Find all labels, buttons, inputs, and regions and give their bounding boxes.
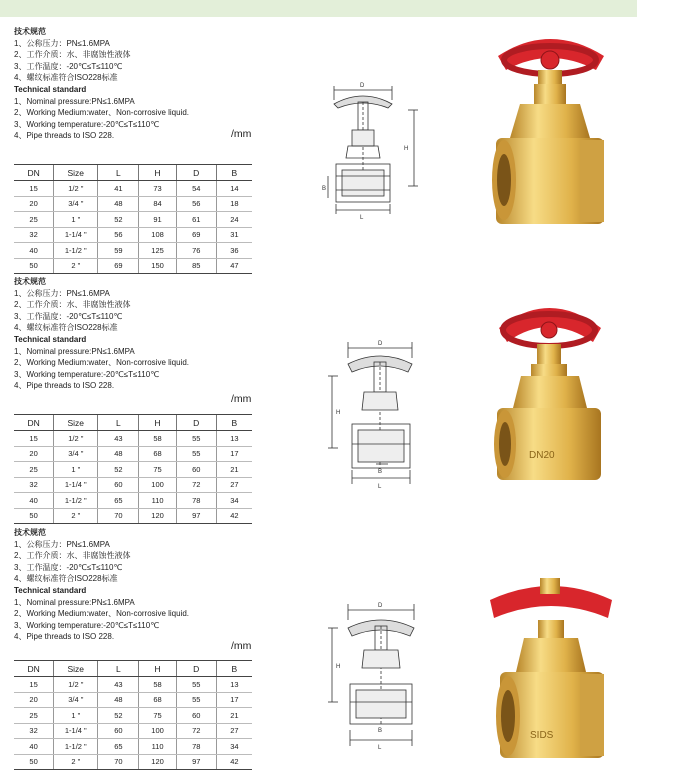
- spec-cn-line: 4、螺纹标准符合ISO228标准: [14, 323, 118, 333]
- header-b: B: [216, 661, 252, 677]
- cell: 24: [216, 212, 252, 228]
- cell: 1-1/2 ": [54, 243, 98, 259]
- cell: 108: [139, 227, 176, 243]
- table-header-row: [14, 165, 252, 181]
- cell: 15: [14, 181, 54, 197]
- table-header-row: [14, 661, 252, 677]
- cell: 68: [139, 446, 176, 462]
- table-row: [14, 212, 252, 228]
- dimension-table-2: [14, 414, 252, 524]
- cell: 2 ": [54, 508, 98, 524]
- header-l: L: [98, 661, 139, 677]
- cell: 55: [176, 692, 216, 708]
- cell: 40: [14, 493, 54, 509]
- spec-cn-line: 3、工作温度：-20℃≤T≤110℃: [14, 311, 123, 321]
- cell: 47: [216, 258, 252, 274]
- cell: 1 ": [54, 212, 98, 228]
- table-row: [14, 723, 252, 739]
- dim-label-d: D: [378, 603, 383, 609]
- cell: 78: [176, 493, 216, 509]
- header-d: D: [176, 165, 216, 181]
- cell: 75: [139, 708, 176, 724]
- table-row: [14, 754, 252, 770]
- cell: 75: [139, 462, 176, 478]
- header-d: D: [176, 661, 216, 677]
- spec-en-title: Technical standard: [14, 585, 87, 595]
- cell: 36: [216, 243, 252, 259]
- gate-valve-technical-drawing-1: [318, 78, 438, 220]
- dim-label-b: B: [378, 728, 383, 734]
- cell: 55: [176, 677, 216, 693]
- spec-en-line: 1、Nominal pressure:PN≤1.6MPA: [14, 96, 135, 106]
- cell: 27: [216, 723, 252, 739]
- gate-valve-technical-drawing-2: [322, 336, 432, 490]
- cell: 1-1/4 ": [54, 227, 98, 243]
- dim-label-b: B: [378, 469, 383, 475]
- cell: 32: [14, 477, 54, 493]
- header-size: Size: [54, 165, 98, 181]
- cell: 72: [176, 477, 216, 493]
- cell: 48: [98, 692, 139, 708]
- cell: 91: [139, 212, 176, 228]
- spec-cn-line: 4、螺纹标准符合ISO228标准: [14, 574, 118, 584]
- spec-en-line: 4、Pipe threads to ISO 228.: [14, 131, 115, 141]
- spec-en-title: Technical standard: [14, 334, 87, 344]
- cell: 58: [139, 431, 176, 447]
- spec-en-line: 3、Working temperature:-20℃≤T≤110℃: [14, 369, 160, 379]
- photo-mark-dn20: DN20: [529, 450, 555, 461]
- cell: 55: [176, 431, 216, 447]
- dimension-table-1: [14, 164, 252, 274]
- cell: 50: [14, 508, 54, 524]
- spec-cn-line: 3、工作温度：-20℃≤T≤110℃: [14, 61, 123, 71]
- cell: 32: [14, 227, 54, 243]
- spec-en-line: 2、Working Medium:water、Non-corrosive liquid.: [14, 609, 190, 619]
- cell: 20: [14, 692, 54, 708]
- header-dn: DN: [14, 165, 54, 181]
- spec-cn-line: 1、公称压力：PN≤1.6MPA: [14, 539, 110, 549]
- header-l: L: [98, 415, 139, 431]
- cell: 15: [14, 677, 54, 693]
- cell: 68: [139, 692, 176, 708]
- cell: 69: [98, 258, 139, 274]
- table-row: [14, 739, 252, 755]
- dim-label-h: H: [336, 664, 341, 670]
- cell: 120: [139, 508, 176, 524]
- table-row: [14, 431, 252, 447]
- cell: 70: [98, 754, 139, 770]
- cell: 1-1/2 ": [54, 739, 98, 755]
- cell: 52: [98, 708, 139, 724]
- table-row: [14, 677, 252, 693]
- spec-block-3: [14, 527, 259, 643]
- table-row: [14, 508, 252, 524]
- header-d: D: [176, 415, 216, 431]
- cell: 150: [139, 258, 176, 274]
- cell: 97: [176, 754, 216, 770]
- cell: 110: [139, 739, 176, 755]
- table-row: [14, 477, 252, 493]
- cell: 60: [176, 462, 216, 478]
- spec-cn-line: 1、公称压力：PN≤1.6MPA: [14, 38, 110, 48]
- cell: 43: [98, 677, 139, 693]
- cell: 20: [14, 196, 54, 212]
- table-row: [14, 493, 252, 509]
- spec-cn-line: 4、螺纹标准符合ISO228标准: [14, 73, 118, 83]
- cell: 120: [139, 754, 176, 770]
- cell: 40: [14, 243, 54, 259]
- spec-en-line: 3、Working temperature:-20℃≤T≤110℃: [14, 620, 160, 630]
- gate-valve-photo-3: [484, 572, 618, 768]
- spec-en-line: 4、Pipe threads to ISO 228.: [14, 632, 115, 642]
- cell: 13: [216, 677, 252, 693]
- dim-label-h: H: [336, 410, 341, 416]
- cell: 17: [216, 446, 252, 462]
- table-row: [14, 446, 252, 462]
- cell: 32: [14, 723, 54, 739]
- cell: 1/2 ": [54, 677, 98, 693]
- cell: 3/4 ": [54, 692, 98, 708]
- spec-en-title: Technical standard: [14, 84, 87, 94]
- cell: 52: [98, 462, 139, 478]
- cell: 34: [216, 739, 252, 755]
- cell: 1 ": [54, 462, 98, 478]
- cell: 54: [176, 181, 216, 197]
- spec-block-2: [14, 276, 259, 392]
- cell: 2 ": [54, 258, 98, 274]
- spec-en-line: 2、Working Medium:water、Non-corrosive liquid.: [14, 108, 190, 118]
- dim-label-d: D: [360, 83, 365, 89]
- table-row: [14, 708, 252, 724]
- spec-cn-title: 技术规范: [14, 528, 46, 537]
- cell: 2 ": [54, 754, 98, 770]
- header-h: H: [139, 165, 176, 181]
- cell: 15: [14, 431, 54, 447]
- cell: 25: [14, 212, 54, 228]
- cell: 110: [139, 493, 176, 509]
- table-row: [14, 181, 252, 197]
- cell: 50: [14, 754, 54, 770]
- cell: 58: [139, 677, 176, 693]
- unit-label: /mm: [231, 393, 252, 405]
- table-header-row: [14, 415, 252, 431]
- dimension-table-3: [14, 660, 252, 770]
- table-row: [14, 227, 252, 243]
- cell: 48: [98, 196, 139, 212]
- spec-cn-title: 技术规范: [14, 277, 46, 286]
- spec-cn-line: 3、工作温度：-20℃≤T≤110℃: [14, 562, 123, 572]
- spec-cn-line: 1、公称压力：PN≤1.6MPA: [14, 288, 110, 298]
- cell: 42: [216, 754, 252, 770]
- cell: 1/2 ": [54, 181, 98, 197]
- header-dn: DN: [14, 415, 54, 431]
- gate-valve-photo-1: [480, 28, 620, 233]
- spec-block-1: [14, 26, 259, 142]
- cell: 60: [176, 708, 216, 724]
- cell: 97: [176, 508, 216, 524]
- cell: 1/2 ": [54, 431, 98, 447]
- table-row: [14, 692, 252, 708]
- dim-label-d: D: [378, 341, 383, 347]
- header-b: B: [216, 165, 252, 181]
- cell: 43: [98, 431, 139, 447]
- table-row: [14, 196, 252, 212]
- spec-en-line: 2、Working Medium:water、Non-corrosive liquid.: [14, 358, 190, 368]
- cell: 61: [176, 212, 216, 228]
- cell: 1-1/4 ": [54, 723, 98, 739]
- table-row: [14, 243, 252, 259]
- cell: 25: [14, 708, 54, 724]
- cell: 76: [176, 243, 216, 259]
- cell: 3/4 ": [54, 196, 98, 212]
- cell: 17: [216, 692, 252, 708]
- cell: 20: [14, 446, 54, 462]
- cell: 73: [139, 181, 176, 197]
- spec-cn-line: 2、工作介质：水、非腐蚀性液体: [14, 551, 131, 561]
- spec-en-line: 3、Working temperature:-20℃≤T≤110℃: [14, 119, 160, 129]
- cell: 52: [98, 212, 139, 228]
- table-row: [14, 258, 252, 274]
- spec-en-line: 4、Pipe threads to ISO 228.: [14, 381, 115, 391]
- header-h: H: [139, 661, 176, 677]
- header-band: [0, 0, 637, 17]
- cell: 55: [176, 446, 216, 462]
- cell: 100: [139, 477, 176, 493]
- cell: 42: [216, 508, 252, 524]
- dim-label-b: B: [322, 186, 327, 192]
- cell: 65: [98, 739, 139, 755]
- cell: 85: [176, 258, 216, 274]
- header-size: Size: [54, 661, 98, 677]
- cell: 72: [176, 723, 216, 739]
- cell: 48: [98, 446, 139, 462]
- cell: 60: [98, 723, 139, 739]
- cell: 70: [98, 508, 139, 524]
- spec-cn-line: 2、工作介质：水、非腐蚀性液体: [14, 300, 131, 310]
- cell: 31: [216, 227, 252, 243]
- cell: 1-1/2 ": [54, 493, 98, 509]
- cell: 14: [216, 181, 252, 197]
- dim-label-l: L: [378, 745, 382, 750]
- cell: 27: [216, 477, 252, 493]
- cell: 56: [176, 196, 216, 212]
- cell: 60: [98, 477, 139, 493]
- spec-en-line: 1、Nominal pressure:PN≤1.6MPA: [14, 346, 135, 356]
- header-dn: DN: [14, 661, 54, 677]
- header-h: H: [139, 415, 176, 431]
- dim-label-l: L: [360, 215, 364, 220]
- cell: 40: [14, 739, 54, 755]
- cell: 1-1/4 ": [54, 477, 98, 493]
- spec-en-line: 1、Nominal pressure:PN≤1.6MPA: [14, 597, 135, 607]
- dim-label-l: L: [378, 484, 382, 490]
- cell: 100: [139, 723, 176, 739]
- cell: 21: [216, 708, 252, 724]
- photo-mark-sids: SIDS: [530, 730, 554, 741]
- cell: 25: [14, 462, 54, 478]
- header-b: B: [216, 415, 252, 431]
- unit-label: /mm: [231, 128, 252, 140]
- dim-label-h: H: [404, 146, 409, 152]
- cell: 21: [216, 462, 252, 478]
- cell: 1 ": [54, 708, 98, 724]
- cell: 41: [98, 181, 139, 197]
- cell: 56: [98, 227, 139, 243]
- cell: 65: [98, 493, 139, 509]
- cell: 13: [216, 431, 252, 447]
- cell: 34: [216, 493, 252, 509]
- cell: 18: [216, 196, 252, 212]
- cell: 59: [98, 243, 139, 259]
- spec-cn-title: 技术规范: [14, 27, 46, 36]
- gate-valve-technical-drawing-3: [322, 598, 432, 750]
- spec-cn-line: 2、工作介质：水、非腐蚀性液体: [14, 50, 131, 60]
- cell: 78: [176, 739, 216, 755]
- header-size: Size: [54, 415, 98, 431]
- cell: 3/4 ": [54, 446, 98, 462]
- cell: 84: [139, 196, 176, 212]
- header-l: L: [98, 165, 139, 181]
- cell: 50: [14, 258, 54, 274]
- cell: 125: [139, 243, 176, 259]
- table-row: [14, 462, 252, 478]
- gate-valve-photo-2: [485, 288, 615, 488]
- unit-label: /mm: [231, 640, 252, 652]
- cell: 69: [176, 227, 216, 243]
